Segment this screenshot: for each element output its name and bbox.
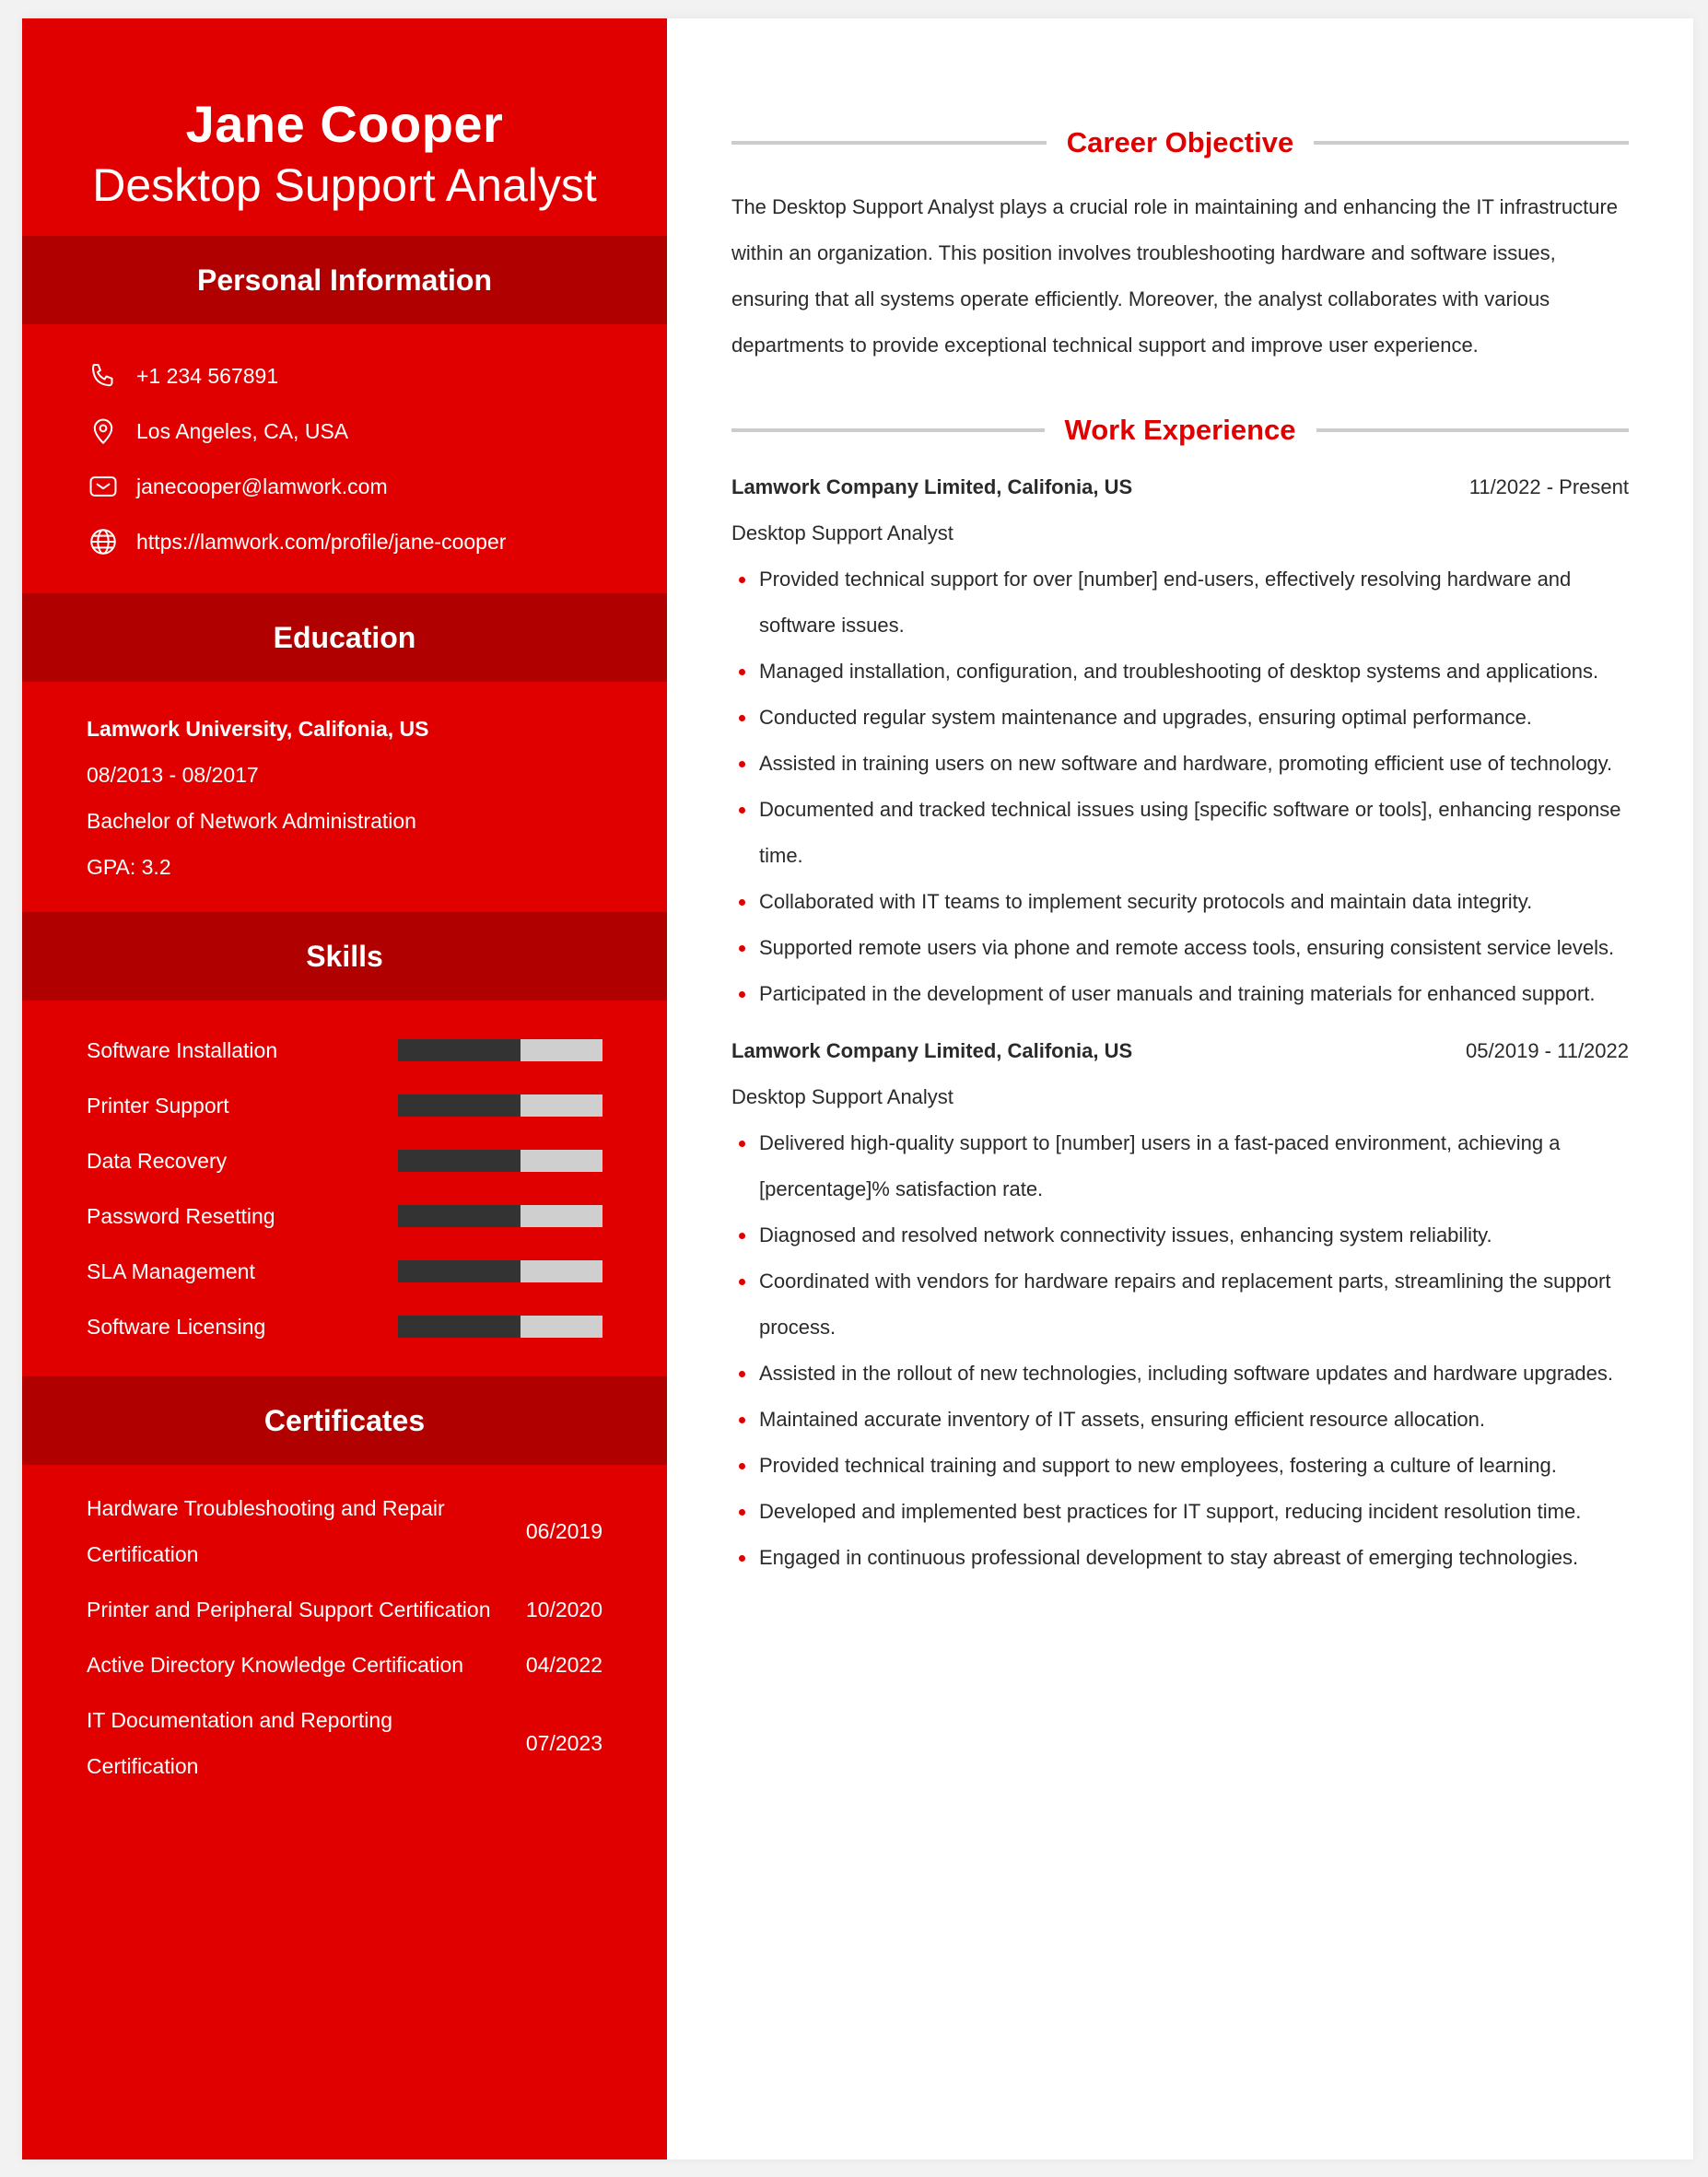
contact-location <box>87 404 667 459</box>
skill-level-bar <box>398 1316 602 1338</box>
skill-name: Printer Support <box>87 1093 229 1118</box>
profile-header <box>22 18 667 236</box>
job-bullet: Diagnosed and resolved network connectivity issues, enhancing system reliability. <box>731 1212 1629 1258</box>
job-bullet: Coordinated with vendors for hardware repairs and replacement parts, streamlining the support process. <box>731 1258 1629 1351</box>
skill-level-fill <box>398 1094 521 1117</box>
job-bullet: Conducted regular system maintenance and upgrades, ensuring optimal performance. <box>731 695 1629 741</box>
education-block <box>22 682 667 912</box>
job-bullet: Developed and implemented best practices for IT support, reducing incident resolution time. <box>731 1489 1629 1535</box>
contact-website <box>87 514 667 569</box>
certificates-heading: Certificates <box>22 1376 667 1465</box>
skill-row <box>87 1023 602 1078</box>
skills-list <box>22 1001 667 1376</box>
jobs-list <box>731 464 1629 1581</box>
certificate-date: 07/2023 <box>525 1731 602 1755</box>
skill-name: Software Licensing <box>87 1314 266 1339</box>
contact-location-text: Los Angeles, CA, USA <box>136 418 349 443</box>
phone-icon <box>87 359 120 392</box>
job-company: Lamwork Company Limited, Califonia, US <box>731 1039 1133 1062</box>
job-bullet: Managed installation, configuration, and troubleshooting of desktop systems and applications. <box>731 649 1629 695</box>
job-bullets <box>731 1120 1629 1581</box>
skill-name: Password Resetting <box>87 1203 275 1228</box>
globe-icon <box>87 525 120 558</box>
education-heading: Education <box>22 593 667 682</box>
job-bullet: Maintained accurate inventory of IT assets, ensuring efficient resource allocation. <box>731 1397 1629 1443</box>
education-degree: Bachelor of Network Administration <box>87 809 416 833</box>
job-dates: 11/2022 - Present <box>1468 475 1629 498</box>
career-objective-heading <box>731 120 1629 166</box>
job-bullet: Supported remote users via phone and remote access tools, ensuring consistent service levels. <box>731 925 1629 971</box>
contact-email-link[interactable]: janecooper@lamwork.com <box>136 474 388 498</box>
profile-title: Desktop Support Analyst <box>92 159 597 211</box>
contact-email <box>87 459 667 514</box>
job-bullet: Delivered high-quality support to [number] users in a fast-paced environment, achieving a [percentage]% satisfaction rate. <box>731 1120 1629 1212</box>
job-bullet: Provided technical training and support to new employees, fostering a culture of learning. <box>731 1443 1629 1489</box>
skill-level-fill <box>398 1260 521 1282</box>
heading-divider-right <box>1314 141 1629 145</box>
job-role: Desktop Support Analyst <box>731 1085 953 1108</box>
skill-level-fill <box>398 1150 521 1172</box>
certificate-row <box>87 1697 602 1789</box>
personal-info-heading: Personal Information <box>22 236 667 324</box>
skill-name: Data Recovery <box>87 1148 228 1173</box>
certificate-name: Active Directory Knowledge Certification <box>87 1653 464 1677</box>
work-experience-title: Work Experience <box>1064 414 1296 446</box>
certificates-list <box>22 1465 667 1817</box>
career-objective-title: Career Objective <box>1066 126 1294 158</box>
heading-divider-right <box>1316 428 1630 432</box>
job-company: Lamwork Company Limited, Califonia, US <box>731 475 1133 498</box>
certificate-row <box>87 1642 602 1688</box>
skill-name: Software Installation <box>87 1037 278 1062</box>
education-dates: 08/2013 - 08/2017 <box>87 763 259 787</box>
skill-level-fill <box>398 1316 521 1338</box>
job-bullet: Provided technical support for over [number] end-users, effectively resolving hardware and software issues. <box>731 556 1629 649</box>
skill-level-bar <box>398 1150 602 1172</box>
certificate-name: IT Documentation and Reporting Certification <box>87 1708 392 1778</box>
skill-level-bar <box>398 1094 602 1117</box>
certificate-row <box>87 1485 602 1577</box>
contact-website-link[interactable]: https://lamwork.com/profile/jane-cooper <box>136 529 507 554</box>
skill-level-bar <box>398 1260 602 1282</box>
contact-list <box>22 324 667 593</box>
job-bullet: Engaged in continuous professional development to stay abreast of emerging technologies. <box>731 1535 1629 1581</box>
skills-heading: Skills <box>22 912 667 1001</box>
certificate-date: 04/2022 <box>525 1653 602 1677</box>
skill-row <box>87 1188 602 1244</box>
job-bullet: Collaborated with IT teams to implement security protocols and maintain data integrity. <box>731 879 1629 925</box>
job-bullets <box>731 556 1629 1017</box>
job-bullet: Assisted in the rollout of new technologies, including software updates and hardware upgrades. <box>731 1351 1629 1397</box>
contact-phone-link[interactable]: +1 234 567891 <box>136 363 279 388</box>
mail-icon <box>87 470 120 503</box>
job-bullet: Participated in the development of user manuals and training materials for enhanced support. <box>731 971 1629 1017</box>
job-dates: 05/2019 - 11/2022 <box>1466 1039 1629 1062</box>
skill-level-bar <box>398 1039 602 1061</box>
job-header <box>731 1028 1629 1074</box>
heading-divider-left <box>731 141 1047 145</box>
work-experience-heading <box>731 407 1629 453</box>
education-school: Lamwork University, Califonia, US <box>87 717 429 741</box>
certificate-name: Hardware Troubleshooting and Repair Certification <box>87 1496 445 1566</box>
job-entry <box>731 464 1629 1017</box>
skill-level-fill <box>398 1205 521 1227</box>
job-bullet: Assisted in training users on new software and hardware, promoting efficient use of technology. <box>731 741 1629 787</box>
skill-row <box>87 1244 602 1299</box>
certificate-row <box>87 1586 602 1633</box>
skill-row <box>87 1133 602 1188</box>
skill-level-fill <box>398 1039 521 1061</box>
skill-row <box>87 1078 602 1133</box>
certificate-date: 06/2019 <box>525 1519 602 1543</box>
certificate-date: 10/2020 <box>525 1598 602 1621</box>
resume-page <box>22 18 1693 2159</box>
job-role: Desktop Support Analyst <box>731 521 953 544</box>
skill-name: SLA Management <box>87 1258 255 1283</box>
profile-name: Jane Cooper <box>185 95 504 153</box>
skill-row <box>87 1299 602 1354</box>
job-entry <box>731 1028 1629 1581</box>
career-objective-text: The Desktop Support Analyst plays a crucial role in maintaining and enhancing the IT infrastructure within an organization. This position involves troubleshooting hardware and software issues, ensuring that all systems operate efficiently. Moreover, the analyst collaborates with various departments to provide exceptional technical support and improve user experience. <box>731 195 1619 357</box>
job-bullet: Documented and tracked technical issues using [specific software or tools], enhancing response time. <box>731 787 1629 879</box>
education-gpa: GPA: 3.2 <box>87 855 171 879</box>
location-pin-icon <box>87 415 120 448</box>
sidebar <box>22 18 667 2159</box>
certificate-name: Printer and Peripheral Support Certification <box>87 1598 491 1621</box>
heading-divider-left <box>731 428 1045 432</box>
skill-level-bar <box>398 1205 602 1227</box>
contact-phone <box>87 348 667 404</box>
main-content <box>667 18 1693 2159</box>
job-header <box>731 464 1629 510</box>
